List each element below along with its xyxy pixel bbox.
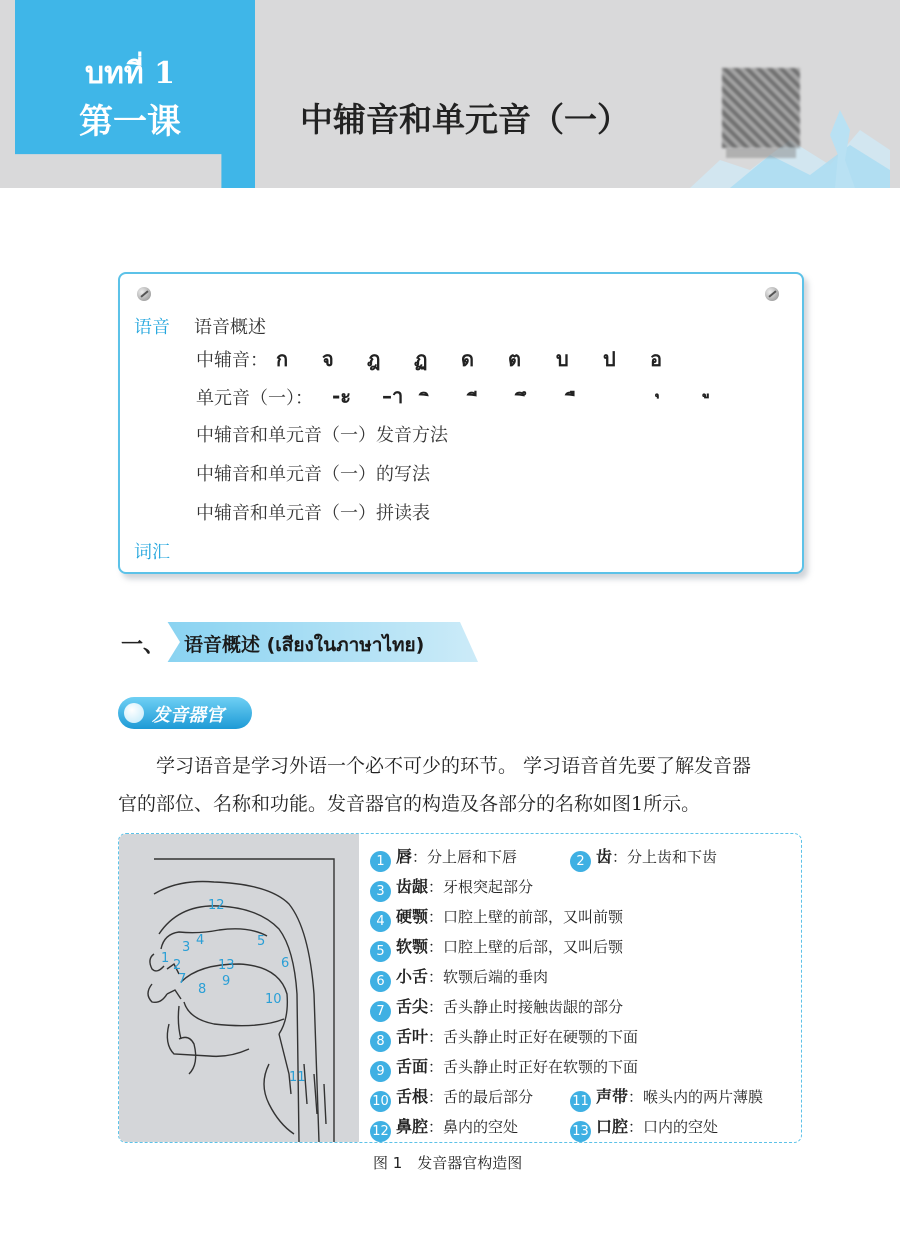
thai-consonant: อ [650, 347, 663, 371]
thai-consonant: ด [461, 347, 474, 371]
figure-caption: 图 1 发音器官构造图 [373, 1154, 523, 1172]
legend-item: 6 小舌：软颚后端的垂肉 [370, 964, 548, 992]
section-title: 语音概述 (เสียงในภาษาไทย) [184, 634, 425, 656]
qr-code-icon[interactable] [722, 68, 800, 148]
lesson-number-chinese: 第一课 [79, 102, 181, 142]
overview-line: 语音概述 [194, 317, 266, 338]
bubble-icon [124, 703, 144, 723]
diagram-label: 9 [222, 974, 231, 989]
mid-consonants-label: 中辅音： [196, 350, 268, 371]
thai-vowel: -ะ [332, 384, 352, 408]
diagram-label: 13 [218, 958, 235, 973]
subsection-title: 发音器官 [152, 705, 224, 726]
body-paragraph-line: 官的部位、名称和功能。发音器官的构造及各部分的名称如图1所示。 [118, 793, 701, 815]
overview-line: 中辅音和单元音（一）的写法 [196, 464, 430, 485]
legend-item: 4 硬颚：口腔上壁的前部，又叫前颚 [370, 904, 623, 932]
thai-consonant: ป [603, 347, 616, 371]
diagram-label: 5 [257, 934, 266, 949]
overview-line: 中辅音和单元音（一）发音方法 [196, 425, 448, 446]
legend-item: 2 齿：分上齿和下齿 [570, 844, 717, 872]
diagram-label: 7 [178, 972, 187, 987]
legend-item: 3 齿龈：牙根突起部分 [370, 874, 533, 902]
vowels-label: 单元音（一）： [196, 388, 313, 409]
vocal-organs-diagram [119, 834, 359, 1142]
thai-consonant: จ [322, 347, 334, 371]
diagram-label: 2 [173, 958, 182, 973]
body-paragraph-line: 学习语音是学习外语一个必不可少的环节。 学习语音首先要了解发音器 [156, 755, 752, 777]
diagram-label: 12 [208, 898, 225, 913]
legend-item: 9 舌面：舌头静止时正好在软颚的下面 [370, 1054, 638, 1082]
diagram-label: 1 [161, 951, 170, 966]
diagram-label: 6 [281, 956, 290, 971]
legend-item: 8 舌叶：舌头静止时正好在硬颚的下面 [370, 1024, 638, 1052]
thai-consonant: ฏ [414, 347, 428, 371]
tag-vocabulary: 词汇 [134, 542, 170, 563]
diagram-label: 10 [265, 992, 282, 1007]
qr-code-label [726, 148, 796, 158]
thai-consonant: ฎ [367, 347, 381, 371]
diagram-label: 8 [198, 982, 207, 997]
overview-line: 中辅音和单元音（一）拼读表 [196, 503, 430, 524]
legend-item: 11 声带：喉头内的两片薄膜 [570, 1084, 763, 1112]
legend-item: 10 舌根：舌的最后部分 [370, 1084, 533, 1112]
pin-icon [765, 287, 779, 301]
section-number: 一、 [121, 633, 166, 658]
legend-item: 7 舌尖：舌头静止时接触齿龈的部分 [370, 994, 623, 1022]
thai-consonant: ต [508, 347, 521, 371]
diagram-label: 11 [289, 1070, 306, 1085]
legend-item: 5 软颚：口腔上壁的后部，又叫后颚 [370, 934, 623, 962]
tag-phonetics: 语音 [134, 317, 170, 338]
legend-item: 13 口腔：口内的空处 [570, 1114, 718, 1142]
thai-vowel: –า [382, 384, 404, 408]
lesson-number-thai: บทที่ 1 [85, 56, 175, 91]
vocal-tract-drawing [119, 834, 359, 1142]
page-title: 中辅音和单元音（一） [300, 100, 630, 139]
legend-item: 1 唇：分上唇和下唇 [370, 844, 517, 872]
legend-item: 12 鼻腔：鼻内的空处 [370, 1114, 518, 1142]
pin-icon [137, 287, 151, 301]
thai-consonant: บ [556, 347, 569, 371]
diagram-label: 4 [196, 933, 205, 948]
thai-consonant: ก [276, 347, 289, 371]
diagram-label: 3 [182, 940, 191, 955]
